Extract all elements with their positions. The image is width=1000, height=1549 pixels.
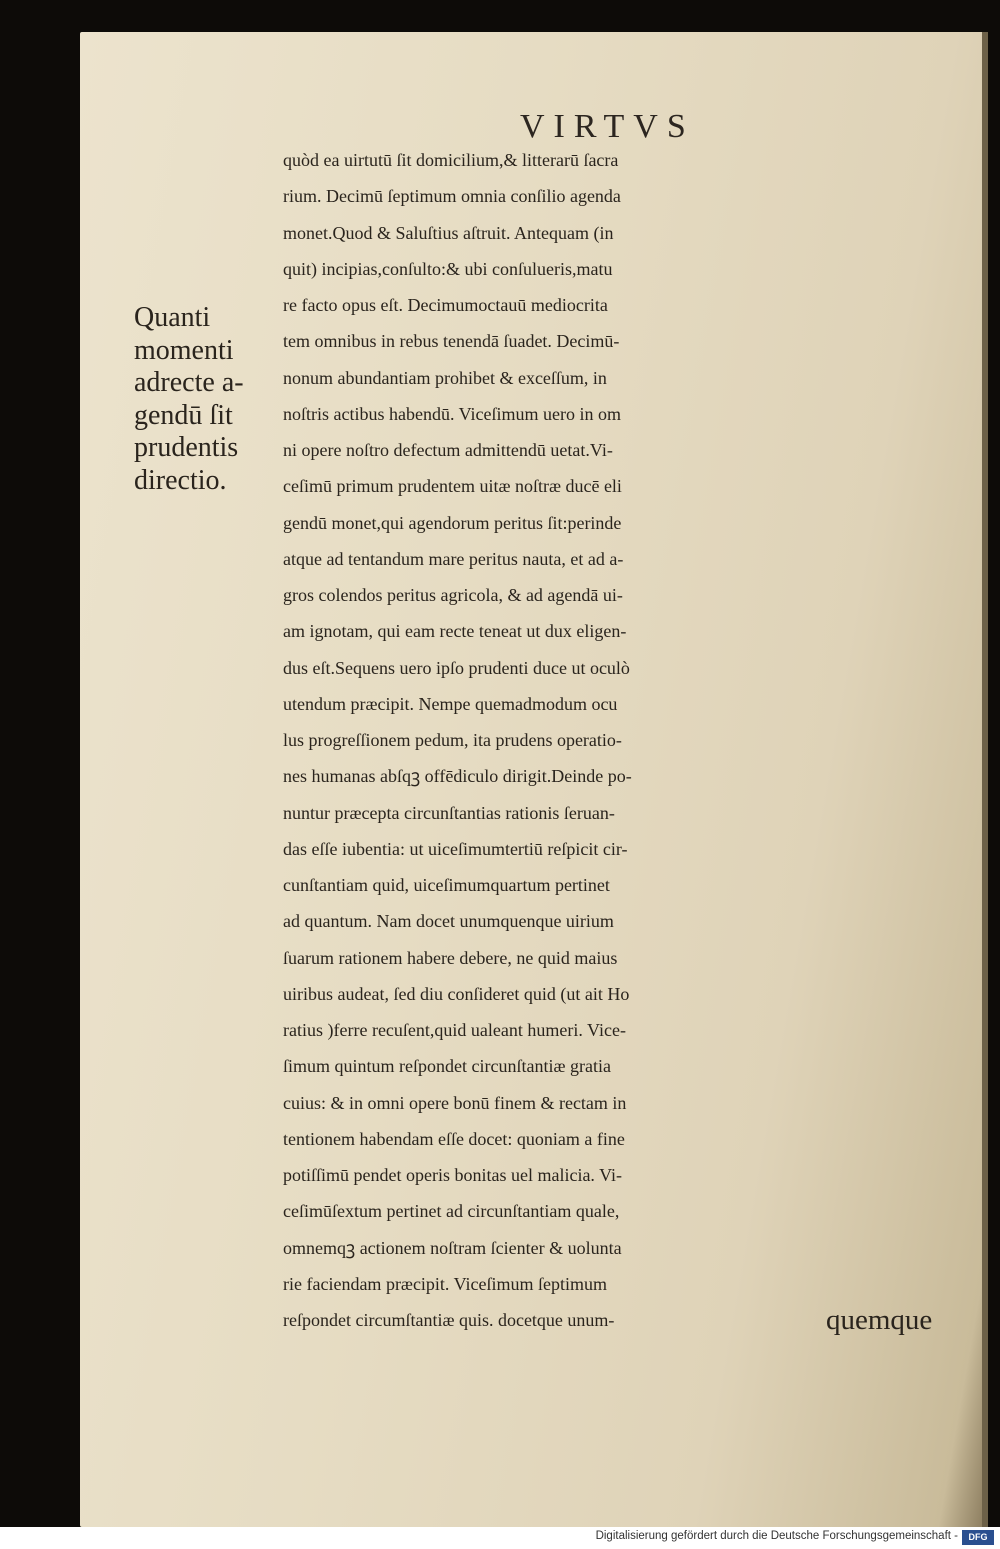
text-line: potiſſimū pendet operis bonitas uel malicia. Vi- (283, 1165, 623, 1185)
text-line: omnemqꝫ actionem noſtram ſcienter & uolunta (283, 1237, 622, 1258)
text-line: das eſſe iubentia: ut uiceſimumtertiū reſpicit cir- (283, 838, 628, 859)
text-line: cuius: & in omni opere bonū finem & rectam in (283, 1092, 627, 1113)
text-line: uiribus audeat, ſed diu conſideret quid (ut ait Ho (283, 983, 630, 1004)
text-line: ratius )ferre recuſent,quid ualeant humeri. Vice- (283, 1020, 626, 1040)
text-line: ſimum quintum reſpondet circunſtantiæ gratia (283, 1056, 611, 1077)
text-line: nonum abundantiam prohibet & exceſſum, in (283, 367, 607, 388)
body-text (283, 142, 973, 1338)
marginal-note-line: momenti (134, 334, 234, 366)
text-line: nes humanas abſqꝫ offēdiculo dirigit.Deinde po- (283, 766, 632, 787)
text-line: ceſimū primum prudentem uitæ noſtræ ducē eli (283, 476, 622, 497)
page-edge-shadow (982, 32, 988, 1527)
text-line: ni opere noſtro defectum admittendū uetat.Vi- (283, 440, 613, 460)
text-line: tem omnibus in rebus tenendā ſuadet. Decimū- (283, 331, 620, 352)
text-line: ad quantum. Nam docet unumquenque uirium (283, 911, 614, 932)
text-line: am ignotam, qui eam recte teneat ut dux eligen- (283, 621, 627, 642)
text-line: ceſimūſextum pertinet ad circunſtantiam quale, (283, 1201, 620, 1222)
text-line: atque ad tentandum mare peritus nauta, et ad a- (283, 548, 624, 569)
text-line: tentionem habendam eſſe docet: quoniam a fine (283, 1128, 625, 1149)
marginal-note (134, 302, 244, 497)
text-line: gros colendos peritus agricola, & ad agendā ui- (283, 585, 623, 605)
marginal-note-line: gendū ſit (134, 399, 233, 431)
text-line: quòd ea uirtutū ſit domicilium,& litterarū ſacra (283, 150, 619, 170)
text-line: rie faciendam præcipit. Viceſimum ſeptimum (283, 1273, 607, 1294)
marginal-note-line: Quanti (134, 302, 211, 333)
text-line: monet.Quod & Saluſtius aſtruit. Antequam (in (283, 222, 614, 243)
footer-credit: Digitalisierung gefördert durch die Deutsche Forschungsgemeinschaft - (595, 1530, 958, 1542)
marginal-note-line: prudentis (134, 432, 239, 463)
text-line: rium. Decimū ſeptimum omnia conſilio agenda (283, 186, 621, 207)
text-line: ſuarum rationem habere debere, ne quid maius (283, 947, 618, 968)
footer-bar (0, 1527, 1000, 1549)
text-line: re facto opus eſt. Decimumoctauū mediocrita (283, 295, 608, 315)
text-line: noſtris actibus habendū. Viceſimum uero in om (283, 403, 622, 424)
marginal-note-line: directio. (134, 464, 227, 496)
text-line: quit) incipias,conſulto:& ubi conſulueris,matu (283, 258, 613, 279)
dfg-logo: DFG (962, 1530, 994, 1545)
catchword: quemque (826, 1304, 933, 1336)
text-line: cunſtantiam quid, uiceſimumquartum pertinet (283, 875, 610, 895)
text-line: utendum præcipit. Nempe quemadmodum ocu (283, 693, 618, 714)
text-line: lus progreſſionem pedum, ita prudens operatio- (283, 730, 622, 750)
text-line: nuntur præcepta circunſtantias rationis ſeruan- (283, 802, 615, 823)
marginal-note-line: adrecte a- (134, 367, 244, 398)
running-header: VIRTVS (520, 108, 695, 145)
text-line: dus eſt.Sequens uero ipſo prudenti duce ut oculò (283, 657, 630, 678)
text-line: gendū monet,qui agendorum peritus ſit:perinde (283, 512, 622, 533)
text-line: reſpondet circumſtantiæ quis. docetque unum- (283, 1310, 615, 1330)
